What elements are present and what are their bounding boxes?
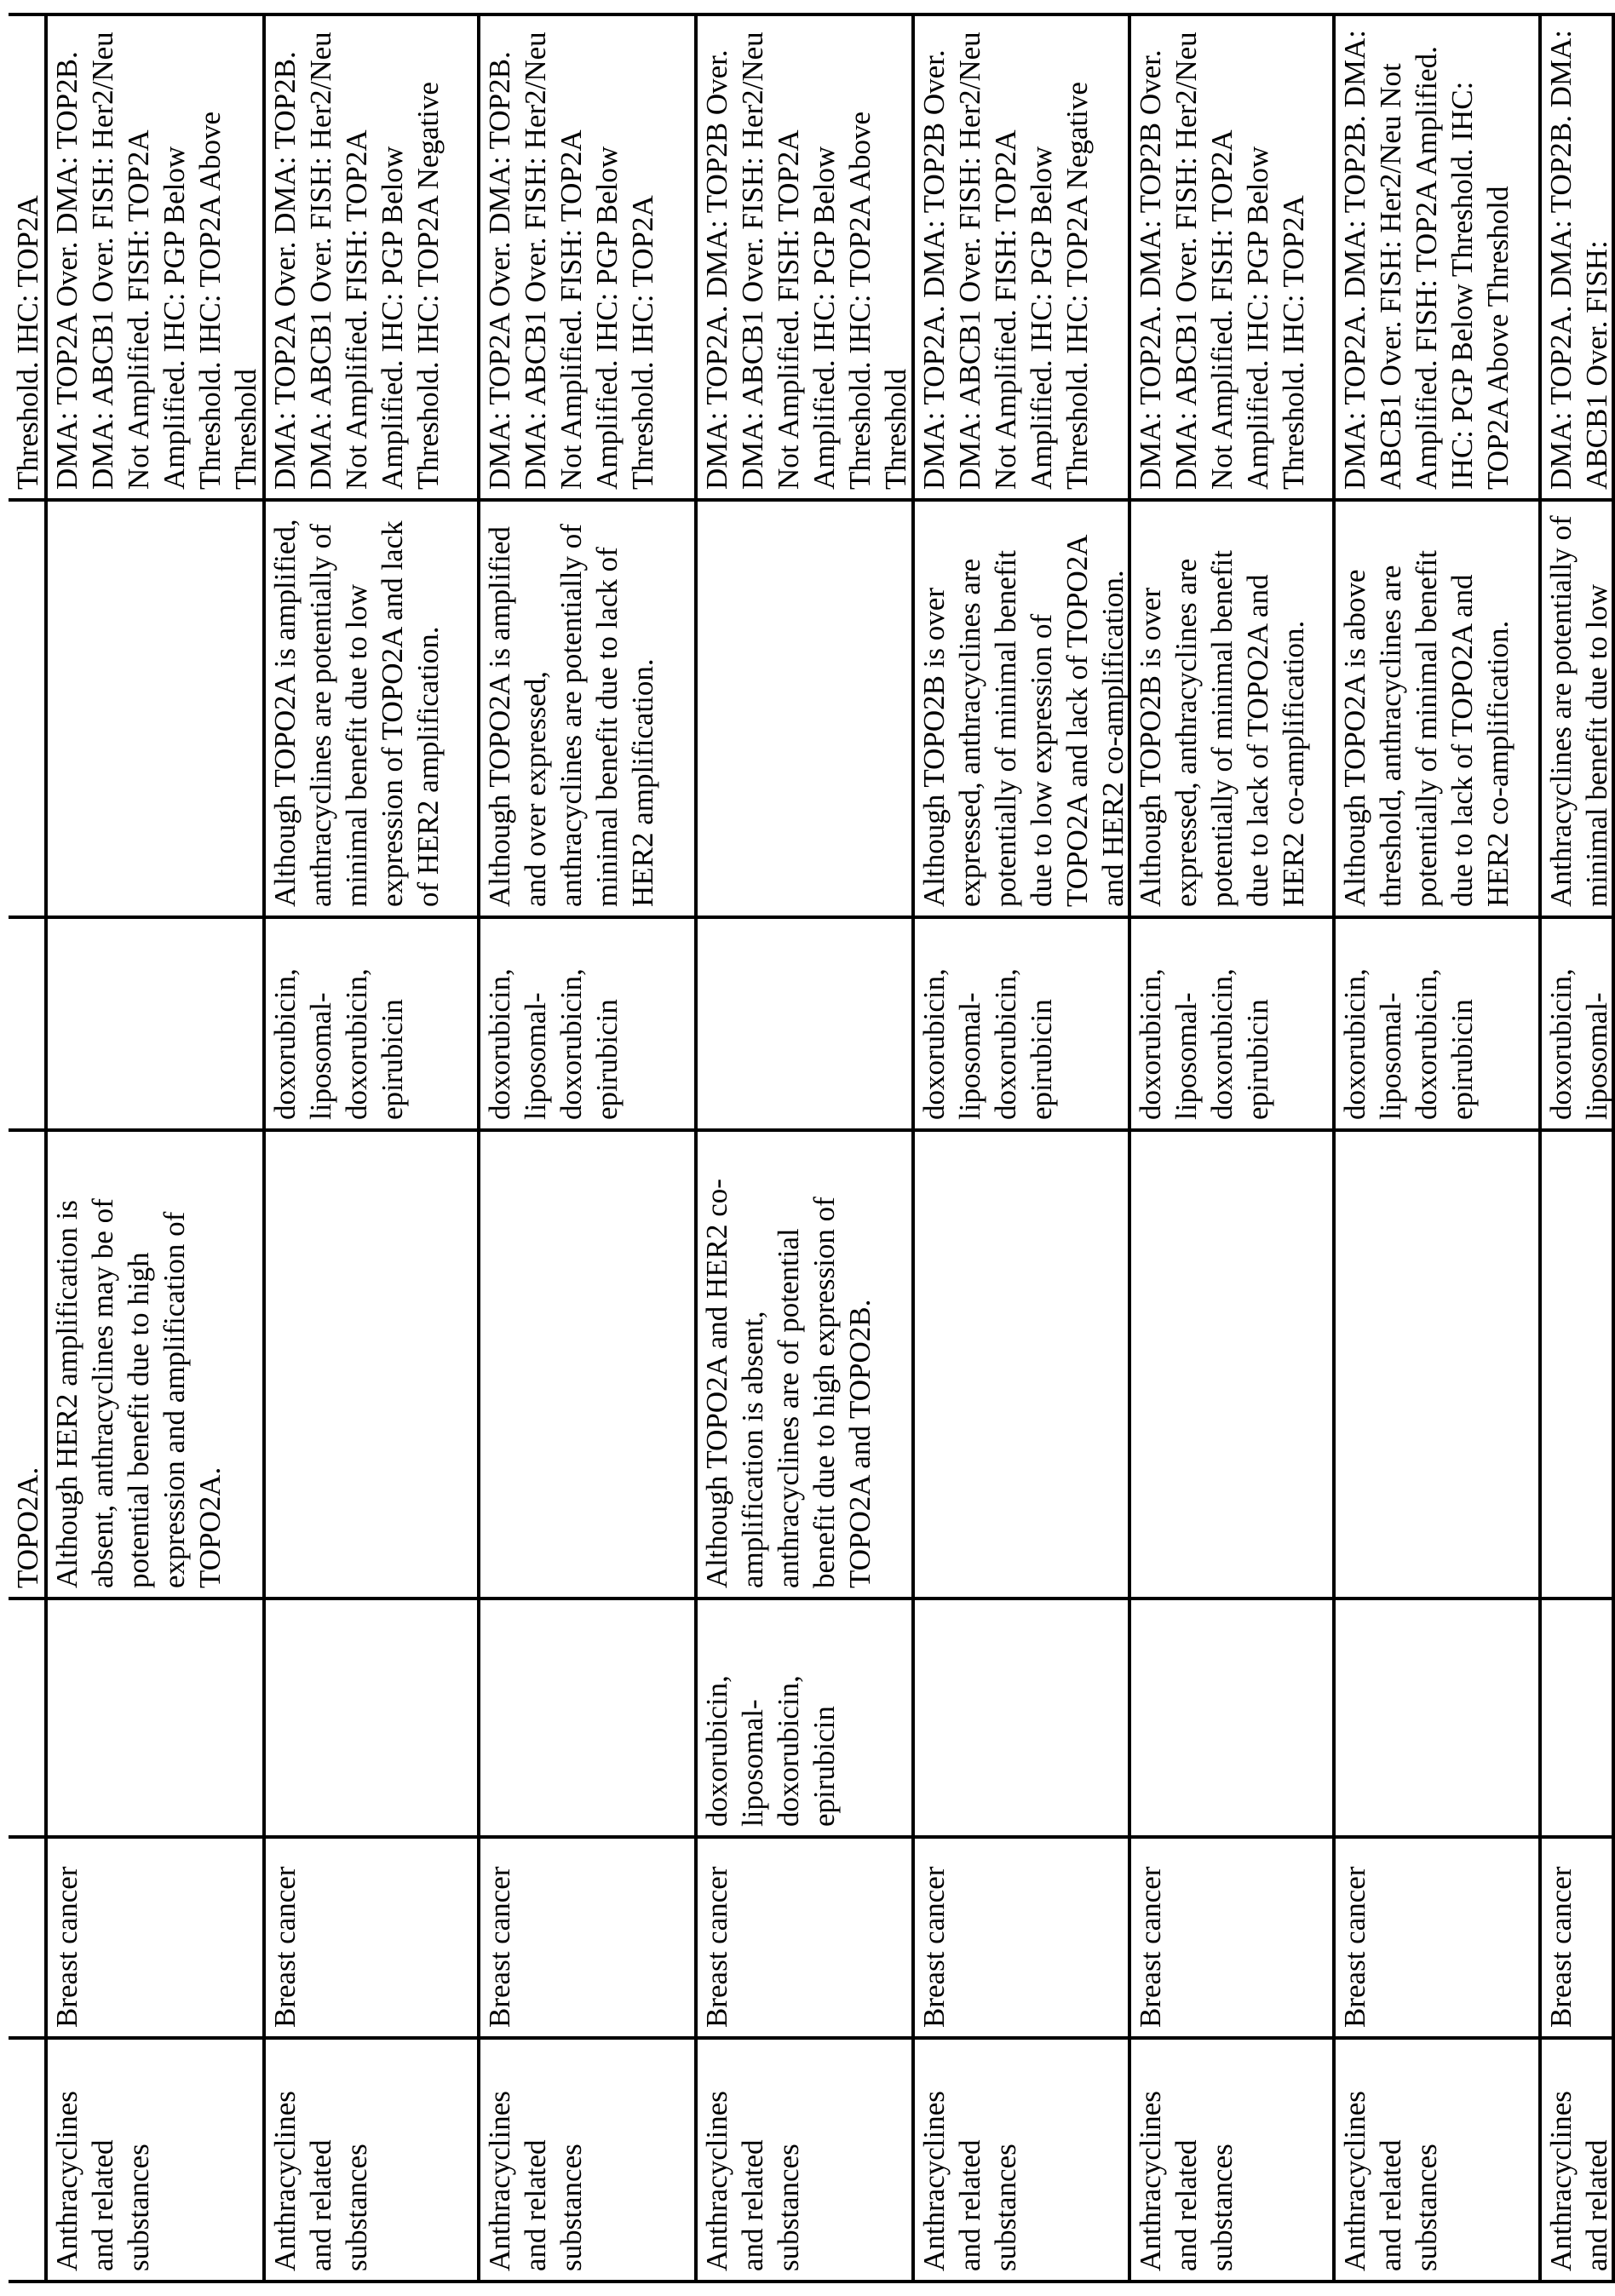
cell-text: [10, 508, 44, 907]
table-row: [696, 14, 913, 2282]
cancer-type-cell: [696, 1837, 913, 2038]
cell-text: [1337, 1607, 1538, 1827]
cell-text: Breast cancer: [267, 1845, 477, 2028]
cell-text: Anthracyclines and related substances: [482, 2046, 694, 2271]
biomarker-findings-cell: [46, 14, 264, 500]
cell-text: doxorubicin, liposomal-doxorubicin, epirubicin: [267, 926, 477, 1120]
table-row: [913, 14, 1129, 2282]
minimal-benefit-drugs-cell: [1334, 917, 1540, 1130]
benefit-rationale-cell: [46, 1130, 264, 1599]
cell-text: [1337, 1139, 1538, 1588]
benefit-drugs-cell: [264, 1599, 479, 1837]
cell-text: Anthracyclines are potentially of minimal benefit due to low: [1543, 508, 1612, 907]
benefit-rationale-cell: [913, 1130, 1129, 1599]
cancer-type-cell: [46, 1837, 264, 2038]
cell-text: Although TOPO2B is over expressed, anthracyclines are potentially of minimal benefit due to lack of TOPO2A and HER2 co-amplification.: [1133, 508, 1332, 907]
minimal-benefit-drugs-cell: [9, 917, 46, 1130]
cell-text: [699, 926, 911, 1120]
cell-text: Breast cancer: [49, 1845, 262, 2028]
cell-text: [1133, 1607, 1332, 1827]
cell-text: doxorubicin, liposomal-doxorubicin, epirubicin: [1337, 926, 1538, 1120]
cancer-type-cell: [264, 1837, 479, 2038]
table-row: [1540, 14, 1613, 2282]
cell-text: [49, 508, 262, 907]
minimal-benefit-drugs-cell: [1540, 917, 1613, 1130]
cell-text: Although TOPO2A is above threshold, anthracyclines are potentially of minimal benefit due to lack of TOPO2A and HER2 co-amplification.: [1337, 508, 1538, 907]
benefit-rationale-cell: [1334, 1130, 1540, 1599]
cell-text: Although TOPO2A is amplified, anthracyclines are potentially of minimal benefit due to low expression of TOPO2A and lack of HER2 amplification.: [267, 508, 477, 907]
table-row: [1129, 14, 1334, 2282]
cell-text: Anthracyclines and related: [1543, 2046, 1612, 2271]
cell-text: [1543, 1139, 1612, 1588]
drug-class-cell: [696, 2038, 913, 2282]
table-row: [9, 14, 46, 2282]
cell-text: DMA: TOP2A Over. DMA: TOP2B. DMA: ABCB1 Over. FISH: Her2/Neu Not Amplified. FISH: TOP2A Amplified. IHC: PGP Below Threshold. IHC: TOP2A Above Threshold: [49, 23, 262, 490]
cancer-type-cell: [479, 1837, 696, 2038]
minimal-benefit-rationale-cell: [9, 500, 46, 917]
cell-text: DMA: TOP2A. DMA: TOP2B Over. DMA: ABCB1 Over. FISH: Her2/Neu Not Amplified. FISH: TOP2A Amplified. IHC: PGP Below Threshold. IHC: TOP2A Negative: [917, 23, 1128, 490]
cell-text: Anthracyclines and related substances: [267, 2046, 477, 2271]
biomarker-findings-cell: [1334, 14, 1540, 500]
benefit-drugs-cell: [479, 1599, 696, 1837]
biomarker-findings-cell: [696, 14, 913, 500]
cell-text: Breast cancer: [699, 1845, 911, 2028]
drug-class-cell: [913, 2038, 1129, 2282]
cell-text: Although TOPO2A and HER2 co-amplification is absent, anthracyclines are of potential benefit due to high expression of TOPO2A and TOPO2B.: [699, 1139, 911, 1588]
minimal-benefit-rationale-cell: [1334, 500, 1540, 917]
cell-text: Anthracyclines and related substances: [1337, 2046, 1538, 2271]
benefit-rationale-cell: [264, 1130, 479, 1599]
table-row: [1334, 14, 1540, 2282]
minimal-benefit-rationale-cell: [46, 500, 264, 917]
table-row: [479, 14, 696, 2282]
minimal-benefit-drugs-cell: [46, 917, 264, 1130]
cancer-type-cell: [1129, 1837, 1334, 2038]
minimal-benefit-rationale-cell: [479, 500, 696, 917]
drug-class-cell: [264, 2038, 479, 2282]
biomarker-findings-cell: [264, 14, 479, 500]
cell-text: [1133, 1139, 1332, 1588]
cell-text: Anthracyclines and related substances: [1133, 2046, 1332, 2271]
cell-text: [10, 2046, 44, 2271]
biomarker-findings-cell: [913, 14, 1129, 500]
cell-text: DMA: TOP2A. DMA: TOP2B Over. DMA: ABCB1 Over. FISH: Her2/Neu Not Amplified. FISH: TOP2A Amplified. IHC: PGP Below Threshold. IHC: TOP2A: [1133, 23, 1332, 490]
table-row: [264, 14, 479, 2282]
cancer-type-cell: [1540, 1837, 1613, 2038]
cell-text: [699, 508, 911, 907]
cell-text: [267, 1139, 477, 1588]
cell-text: [917, 1607, 1128, 1827]
cell-text: [10, 926, 44, 1120]
benefit-drugs-cell: [913, 1599, 1129, 1837]
cell-text: Although TOPO2A is amplified and over expressed, anthracyclines are potentially of minimal benefit due to lack of HER2 amplification.: [482, 508, 694, 907]
cell-text: Although HER2 amplification is absent, anthracyclines may be of potential benefit due to high expression and amplification of TOPO2A.: [49, 1139, 262, 1588]
cell-text: [917, 1139, 1128, 1588]
table-body: [9, 14, 1613, 2282]
table-row: [46, 14, 264, 2282]
cell-text: TOPO2A.: [10, 1139, 44, 1588]
cell-text: DMA: TOP2A. DMA: TOP2B. DMA: ABCB1 Over. FISH:: [1543, 23, 1612, 490]
drug-class-cell: [1334, 2038, 1540, 2282]
cell-text: Breast cancer: [1543, 1845, 1612, 2028]
cell-text: doxorubicin, liposomal-doxorubicin, epirubicin: [699, 1607, 911, 1827]
drug-class-cell: [1540, 2038, 1613, 2282]
cell-text: Threshold. IHC: TOP2A: [10, 23, 44, 490]
minimal-benefit-rationale-cell: [913, 500, 1129, 917]
drug-class-cell: [479, 2038, 696, 2282]
cell-text: DMA: TOP2A Over. DMA: TOP2B. DMA: ABCB1 Over. FISH: Her2/Neu Not Amplified. FISH: TOP2A Amplified. IHC: PGP Below Threshold. IHC: TOP2A: [482, 23, 694, 490]
benefit-drugs-cell: [1334, 1599, 1540, 1837]
benefit-rationale-cell: [1540, 1130, 1613, 1599]
cell-text: DMA: TOP2A Over. DMA: TOP2B. DMA: ABCB1 Over. FISH: Her2/Neu Not Amplified. FISH: TOP2A Amplified. IHC: PGP Below Threshold. IHC: TOP2A Negative: [267, 23, 477, 490]
benefit-drugs-cell: [1129, 1599, 1334, 1837]
minimal-benefit-drugs-cell: [696, 917, 913, 1130]
cell-text: Breast cancer: [482, 1845, 694, 2028]
cell-text: doxorubicin, liposomal-doxorubicin, epirubicin: [917, 926, 1128, 1120]
minimal-benefit-rationale-cell: [696, 500, 913, 917]
benefit-drugs-cell: [46, 1599, 264, 1837]
benefit-rationale-cell: [696, 1130, 913, 1599]
biomarker-findings-cell: [1540, 14, 1613, 500]
minimal-benefit-rationale-cell: [1540, 500, 1613, 917]
cell-text: [49, 926, 262, 1120]
minimal-benefit-drugs-cell: [264, 917, 479, 1130]
drug-class-cell: [9, 2038, 46, 2282]
benefit-rationale-cell: [9, 1130, 46, 1599]
cell-text: [49, 1607, 262, 1827]
biomarker-therapy-table: [9, 13, 1615, 2283]
drug-class-cell: [1129, 2038, 1334, 2282]
cell-text: Breast cancer: [1337, 1845, 1538, 2028]
cell-text: doxorubicin, liposomal-: [1543, 926, 1612, 1120]
cancer-type-cell: [1334, 1837, 1540, 2038]
cell-text: Although TOPO2B is over expressed, anthracyclines are potentially of minimal benefit due to low expression of TOPO2A and lack of TOPO2A and HER2 co-amplification.: [917, 508, 1128, 907]
drug-class-cell: [46, 2038, 264, 2282]
cell-text: DMA: TOP2A. DMA: TOP2B. DMA: ABCB1 Over. FISH: Her2/Neu Not Amplified. FISH: TOP2A Amplified. IHC: PGP Below Threshold. IHC: TOP2A Above Threshold: [1337, 23, 1538, 490]
minimal-benefit-rationale-cell: [1129, 500, 1334, 917]
biomarker-findings-cell: [1129, 14, 1334, 500]
cell-text: Breast cancer: [917, 1845, 1128, 2028]
benefit-rationale-cell: [479, 1130, 696, 1599]
cell-text: [482, 1139, 694, 1588]
minimal-benefit-drugs-cell: [479, 917, 696, 1130]
cell-text: Breast cancer: [1133, 1845, 1332, 2028]
benefit-drugs-cell: [9, 1599, 46, 1837]
cell-text: [10, 1845, 44, 2028]
minimal-benefit-drugs-cell: [1129, 917, 1334, 1130]
cell-text: Anthracyclines and related substances: [917, 2046, 1128, 2271]
cell-text: [267, 1607, 477, 1827]
minimal-benefit-rationale-cell: [264, 500, 479, 917]
cell-text: Anthracyclines and related substances: [49, 2046, 262, 2271]
cell-text: doxorubicin, liposomal-doxorubicin, epirubicin: [1133, 926, 1332, 1120]
biomarker-findings-cell: [9, 14, 46, 500]
cell-text: [482, 1607, 694, 1827]
minimal-benefit-drugs-cell: [913, 917, 1129, 1130]
cell-text: Anthracyclines and related substances: [699, 2046, 911, 2271]
cell-text: [10, 1607, 44, 1827]
cancer-type-cell: [913, 1837, 1129, 2038]
benefit-drugs-cell: [1540, 1599, 1613, 1837]
cell-text: DMA: TOP2A. DMA: TOP2B Over. DMA: ABCB1 Over. FISH: Her2/Neu Not Amplified. FISH: TOP2A Amplified. IHC: PGP Below Threshold. IHC: TOP2A Above Threshold: [699, 23, 911, 490]
cell-text: doxorubicin, liposomal-doxorubicin, epirubicin: [482, 926, 694, 1120]
benefit-rationale-cell: [1129, 1130, 1334, 1599]
biomarker-findings-cell: [479, 14, 696, 500]
benefit-drugs-cell: [696, 1599, 913, 1837]
cell-text: [1543, 1607, 1612, 1827]
cancer-type-cell: [9, 1837, 46, 2038]
rotated-table-page: [9, 16, 1606, 2283]
